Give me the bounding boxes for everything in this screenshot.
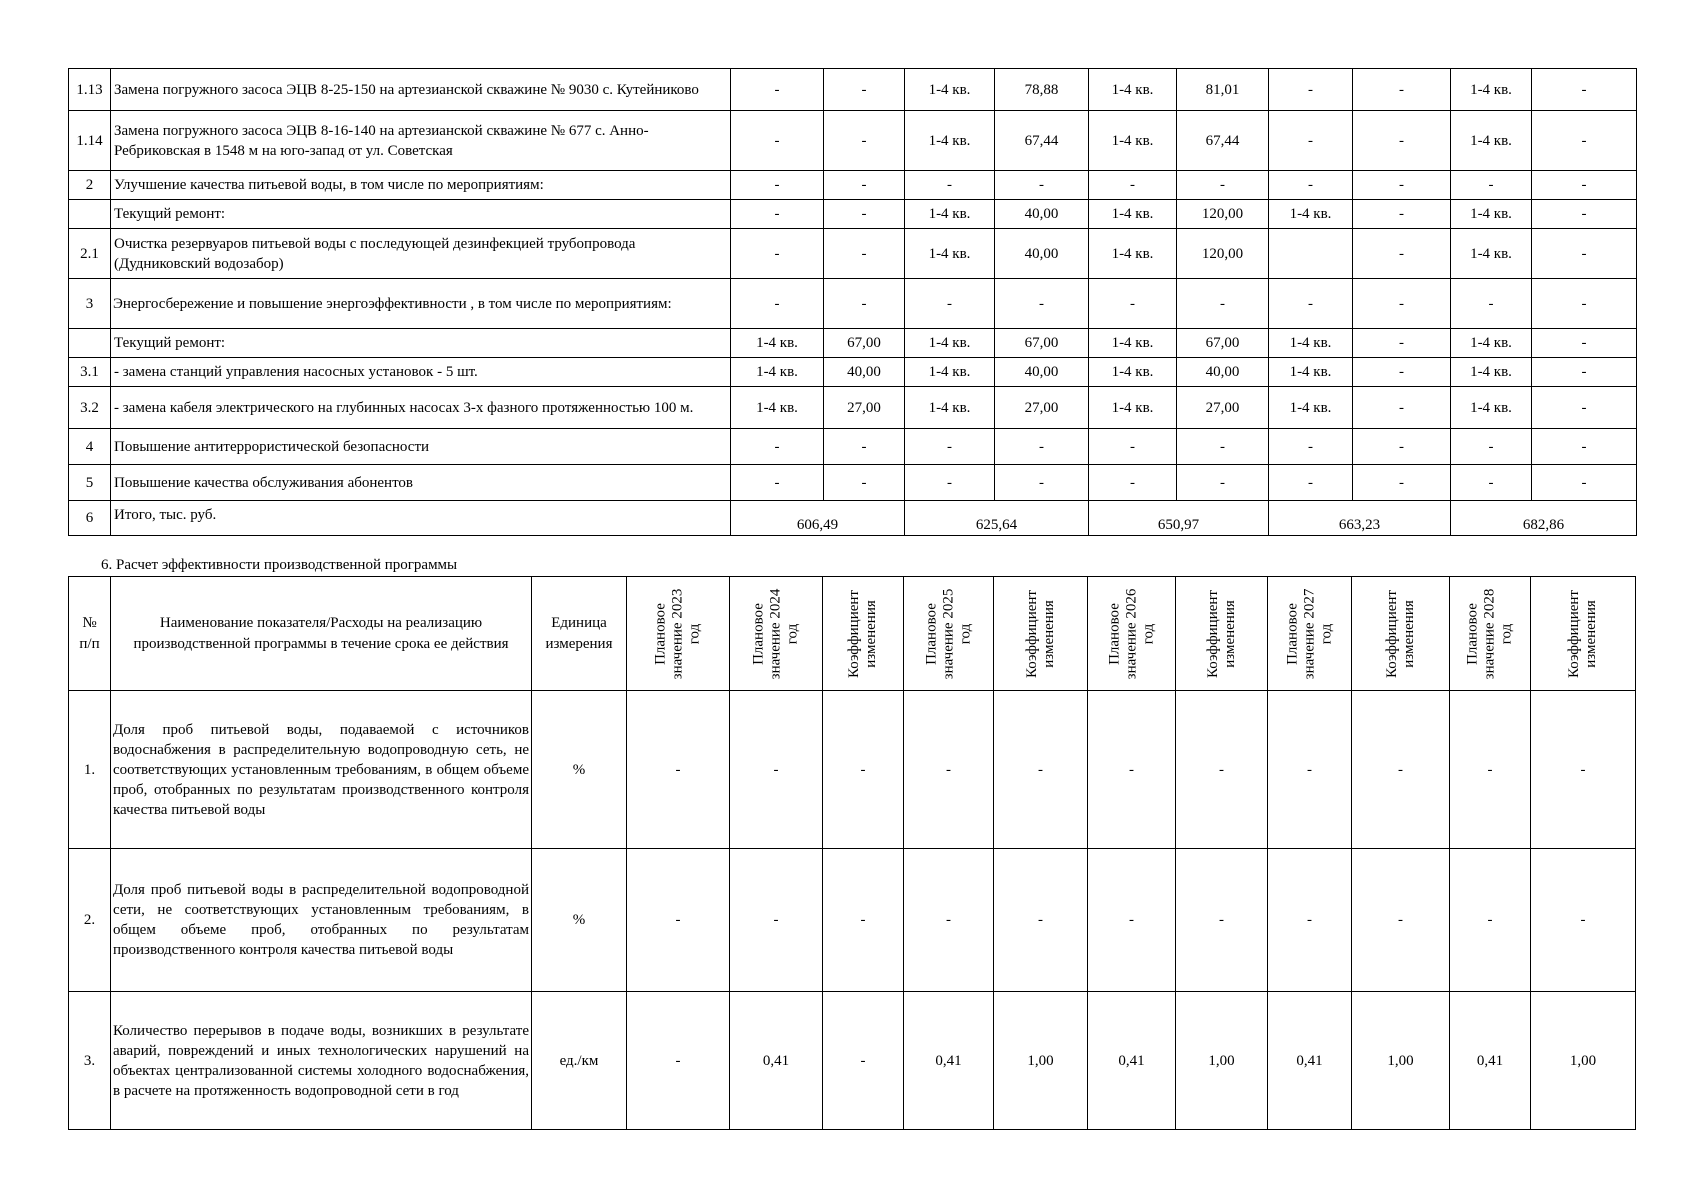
row-cell: -	[824, 171, 905, 200]
row-cell: -	[731, 429, 824, 465]
row-cell: -	[1269, 279, 1353, 329]
row-cell: 1-4 кв.	[905, 358, 995, 387]
row-cell: -	[994, 691, 1088, 849]
row-number: 3.	[69, 992, 111, 1130]
row-cell: -	[1532, 171, 1637, 200]
row-cell: -	[627, 849, 730, 992]
row-cell: -	[1352, 849, 1450, 992]
row-name: Улучшение качества питьевой воды, в том числе по мероприятиям:	[111, 171, 731, 200]
row-cell: -	[995, 465, 1089, 501]
row-name: Замена погружного засоса ЭЦВ 8-25-150 на артезианской скважине № 9030 с. Кутейниково	[111, 69, 731, 111]
row-cell: -	[1353, 358, 1451, 387]
row-number: 5	[69, 465, 111, 501]
row-cell: 40,00	[995, 200, 1089, 229]
row-cell: 1-4 кв.	[731, 387, 824, 429]
row-cell: -	[731, 279, 824, 329]
row-cell: 81,01	[1177, 69, 1269, 111]
row-cell: -	[1532, 111, 1637, 171]
row-number: 3	[69, 279, 111, 329]
row-cell: -	[995, 279, 1089, 329]
row-cell: 0,41	[904, 992, 994, 1130]
header-name: Наименование показателя/Расходы на реализацию производственной программы в течение срока ее действия	[111, 577, 532, 691]
row-cell: -	[824, 200, 905, 229]
row-cell: 1-4 кв.	[1451, 387, 1532, 429]
row-cell: -	[1177, 171, 1269, 200]
row-cell: -	[904, 691, 994, 849]
row-number: 1.13	[69, 69, 111, 111]
row-cell: -	[1353, 111, 1451, 171]
row-name: Количество перерывов в подаче воды, возникших в результате аварий, повреждений и иных технологических нарушений на объектах централизованной системы холодного водоснабжения, в расчете на протяженность водопроводной сети в год	[111, 992, 532, 1130]
row-cell: -	[1352, 691, 1450, 849]
row-cell: -	[994, 849, 1088, 992]
row-cell: 67,00	[1177, 329, 1269, 358]
row-cell: -	[1532, 69, 1637, 111]
row-cell: -	[731, 111, 824, 171]
total-value: 606,49	[731, 501, 905, 536]
row-cell: -	[1450, 691, 1531, 849]
row-cell: -	[1353, 329, 1451, 358]
efficiency-table-body	[69, 691, 1636, 1130]
row-number: 2	[69, 171, 111, 200]
table-row	[69, 358, 1637, 387]
row-name: Замена погружного засоса ЭЦВ 8-16-140 на артезианской скважине № 677 с. Анно-Ребриковская в 1548 м на юго-запад от ул. Советская	[111, 111, 731, 171]
row-cell: -	[1532, 329, 1637, 358]
row-cell: 40,00	[995, 229, 1089, 279]
total-value: 663,23	[1269, 501, 1451, 536]
row-cell: -	[1089, 429, 1177, 465]
row-cell: 1-4 кв.	[905, 69, 995, 111]
total-number: 6	[69, 501, 111, 536]
row-cell: 67,44	[995, 111, 1089, 171]
row-cell: -	[1451, 429, 1532, 465]
row-cell: 1-4 кв.	[905, 229, 995, 279]
row-cell: 0,41	[1268, 992, 1352, 1130]
row-cell: 0,41	[1450, 992, 1531, 1130]
row-cell: 120,00	[1177, 229, 1269, 279]
row-cell: -	[824, 229, 905, 279]
row-number: 3.2	[69, 387, 111, 429]
header-col: Коэффициент изменения	[1352, 577, 1450, 691]
row-unit: %	[532, 849, 627, 992]
row-cell: -	[824, 465, 905, 501]
row-cell: -	[823, 849, 904, 992]
section-caption: 6. Расчет эффективности производственной программы	[101, 557, 458, 573]
row-cell: -	[905, 279, 995, 329]
header-col: Коэффициент изменения	[1176, 577, 1268, 691]
total-value: 650,97	[1089, 501, 1269, 536]
row-cell: 1-4 кв.	[1451, 111, 1532, 171]
table-row	[69, 992, 1636, 1130]
activities-table-body	[69, 69, 1637, 536]
row-name: Очистка резервуаров питьевой воды с последующей дезинфекцией трубопровода (Дудниковский водозабор)	[111, 229, 731, 279]
table-row	[69, 229, 1637, 279]
row-cell: -	[1353, 69, 1451, 111]
row-name: Повышение антитеррористической безопасности	[111, 429, 731, 465]
row-cell: 1-4 кв.	[905, 387, 995, 429]
row-cell: -	[1176, 691, 1268, 849]
table-row	[69, 111, 1637, 171]
row-cell: -	[905, 465, 995, 501]
row-cell: -	[1269, 171, 1353, 200]
row-cell: -	[824, 279, 905, 329]
row-cell: -	[1531, 849, 1636, 992]
row-cell: 1-4 кв.	[1269, 329, 1353, 358]
header-col: Плановое значение 2028 год	[1450, 577, 1531, 691]
total-row	[69, 501, 1637, 536]
row-cell: 1,00	[1531, 992, 1636, 1130]
row-cell: -	[1089, 171, 1177, 200]
total-value: 682,86	[1451, 501, 1637, 536]
row-cell: -	[627, 992, 730, 1130]
efficiency-table-header	[69, 577, 1636, 691]
row-cell: 1-4 кв.	[1451, 69, 1532, 111]
row-cell: -	[1451, 465, 1532, 501]
row-cell: 40,00	[995, 358, 1089, 387]
row-cell: -	[731, 229, 824, 279]
row-cell: -	[1268, 849, 1352, 992]
row-cell: -	[1177, 279, 1269, 329]
row-cell: -	[824, 429, 905, 465]
header-unit: Единица измерения	[532, 577, 627, 691]
row-cell: -	[731, 200, 824, 229]
row-cell: -	[1089, 465, 1177, 501]
row-cell: -	[1353, 465, 1451, 501]
row-cell: -	[731, 69, 824, 111]
row-cell: -	[627, 691, 730, 849]
header-col: Плановое значение 2026 год	[1088, 577, 1176, 691]
row-cell: 1-4 кв.	[905, 111, 995, 171]
row-cell: -	[1451, 279, 1532, 329]
row-cell: 1-4 кв.	[1089, 358, 1177, 387]
row-name: Доля проб питьевой воды, подаваемой с источников водоснабжения в распределительную водопроводную сеть, не соответствующих установленным требованиям, в общем объеме проб, отобранных по результатам производственного контроля качества питьевой воды	[111, 691, 532, 849]
row-cell: -	[1353, 200, 1451, 229]
row-cell: 67,44	[1177, 111, 1269, 171]
row-cell: 78,88	[995, 69, 1089, 111]
header-col: Плановое значение 2027 год	[1268, 577, 1352, 691]
row-cell: 1-4 кв.	[905, 200, 995, 229]
table-row	[69, 849, 1636, 992]
row-cell: -	[731, 171, 824, 200]
row-cell: -	[905, 429, 995, 465]
row-cell: 1-4 кв.	[731, 329, 824, 358]
row-cell: 67,00	[824, 329, 905, 358]
row-cell: 1-4 кв.	[1269, 200, 1353, 229]
row-name: Доля проб питьевой воды в распределительной водопроводной сети, не соответствующих установленным требованиям, в общем объеме проб, отобранных по результатам производственного контроля качества питьевой воды	[111, 849, 532, 992]
row-cell: 1-4 кв.	[1451, 358, 1532, 387]
row-cell: 0,41	[1088, 992, 1176, 1130]
row-cell: -	[1451, 171, 1532, 200]
row-cell: -	[1532, 229, 1637, 279]
row-cell: -	[904, 849, 994, 992]
table-row	[69, 200, 1637, 229]
row-cell: 1-4 кв.	[1451, 229, 1532, 279]
row-cell: 1-4 кв.	[1089, 111, 1177, 171]
row-cell: -	[1532, 358, 1637, 387]
row-cell: 67,00	[995, 329, 1089, 358]
header-col: Плановое значение 2023 год	[627, 577, 730, 691]
row-cell: 1-4 кв.	[1269, 358, 1353, 387]
row-cell: 1-4 кв.	[731, 358, 824, 387]
table-row	[69, 465, 1637, 501]
row-number: 1.14	[69, 111, 111, 171]
row-cell: -	[1353, 229, 1451, 279]
row-name: Текущий ремонт:	[111, 200, 731, 229]
row-cell: -	[823, 992, 904, 1130]
row-name: - замена станций управления насосных установок - 5 шт.	[111, 358, 731, 387]
table-row	[69, 69, 1637, 111]
row-number	[69, 200, 111, 229]
row-cell: -	[1532, 387, 1637, 429]
table-row	[69, 691, 1636, 849]
row-cell: 1,00	[994, 992, 1088, 1130]
row-name: - замена кабеля электрического на глубинных насосах 3-х фазного протяженностью 100 м.	[111, 387, 731, 429]
row-name: Текущий ремонт:	[111, 329, 731, 358]
row-cell: 40,00	[1177, 358, 1269, 387]
row-cell: 1-4 кв.	[1089, 387, 1177, 429]
row-cell: -	[995, 429, 1089, 465]
row-cell: -	[995, 171, 1089, 200]
row-cell: -	[1532, 200, 1637, 229]
row-unit: ед./км	[532, 992, 627, 1130]
row-number: 1.	[69, 691, 111, 849]
row-cell: -	[1268, 691, 1352, 849]
row-cell: 1-4 кв.	[1089, 229, 1177, 279]
row-cell: -	[1353, 429, 1451, 465]
row-cell: -	[1269, 429, 1353, 465]
header-col: Плановое значение 2025 год	[904, 577, 994, 691]
header-num: № п/п	[69, 577, 111, 691]
row-cell: -	[1532, 465, 1637, 501]
table-row	[69, 387, 1637, 429]
row-cell: -	[1088, 849, 1176, 992]
header-col: Коэффициент изменения	[1531, 577, 1636, 691]
row-number: 3.1	[69, 358, 111, 387]
table-row	[69, 329, 1637, 358]
row-cell: -	[823, 691, 904, 849]
table-row	[69, 429, 1637, 465]
efficiency-table	[68, 576, 1636, 1130]
row-cell: -	[1176, 849, 1268, 992]
row-cell: -	[731, 465, 824, 501]
row-cell: -	[1177, 465, 1269, 501]
row-number: 2.1	[69, 229, 111, 279]
row-cell: 40,00	[824, 358, 905, 387]
row-cell: -	[1089, 279, 1177, 329]
row-cell: 1-4 кв.	[1089, 200, 1177, 229]
total-value: 625,64	[905, 501, 1089, 536]
row-number: 4	[69, 429, 111, 465]
row-cell: -	[730, 849, 823, 992]
table-row	[69, 171, 1637, 200]
row-cell: -	[1532, 429, 1637, 465]
row-cell: -	[1269, 465, 1353, 501]
row-cell: -	[1177, 429, 1269, 465]
row-cell: -	[1353, 387, 1451, 429]
row-cell: 0,41	[730, 992, 823, 1130]
row-cell: 1-4 кв.	[905, 329, 995, 358]
row-name: Повышение качества обслуживания абонентов	[111, 465, 731, 501]
row-cell: -	[1269, 69, 1353, 111]
row-cell: 27,00	[1177, 387, 1269, 429]
row-cell: 27,00	[995, 387, 1089, 429]
row-cell: -	[1531, 691, 1636, 849]
row-number	[69, 329, 111, 358]
row-cell: 1-4 кв.	[1089, 329, 1177, 358]
row-number: 2.	[69, 849, 111, 992]
row-cell: -	[905, 171, 995, 200]
row-cell: -	[1269, 111, 1353, 171]
row-cell: -	[824, 69, 905, 111]
row-cell: 1-4 кв.	[1269, 387, 1353, 429]
total-label: Итого, тыс. руб.	[111, 501, 731, 536]
row-cell: -	[1353, 171, 1451, 200]
row-cell: -	[1353, 279, 1451, 329]
activities-table	[68, 68, 1637, 536]
row-cell: 27,00	[824, 387, 905, 429]
row-cell: 1-4 кв.	[1089, 69, 1177, 111]
row-cell: -	[1088, 691, 1176, 849]
row-cell: 1,00	[1352, 992, 1450, 1130]
row-cell: 1-4 кв.	[1451, 329, 1532, 358]
row-name: Энергосбережение и повышение энергоэффективности , в том числе по мероприятиям:	[111, 279, 731, 329]
header-col: Плановое значение 2024 год	[730, 577, 823, 691]
row-cell: -	[1450, 849, 1531, 992]
row-cell: -	[824, 111, 905, 171]
row-cell: 120,00	[1177, 200, 1269, 229]
table-row	[69, 279, 1637, 329]
row-cell: 1,00	[1176, 992, 1268, 1130]
row-unit: %	[532, 691, 627, 849]
header-col: Коэффициент изменения	[823, 577, 904, 691]
row-cell: 1-4 кв.	[1451, 200, 1532, 229]
row-cell: -	[1532, 279, 1637, 329]
row-cell	[1269, 229, 1353, 279]
header-col: Коэффициент изменения	[994, 577, 1088, 691]
row-cell: -	[730, 691, 823, 849]
